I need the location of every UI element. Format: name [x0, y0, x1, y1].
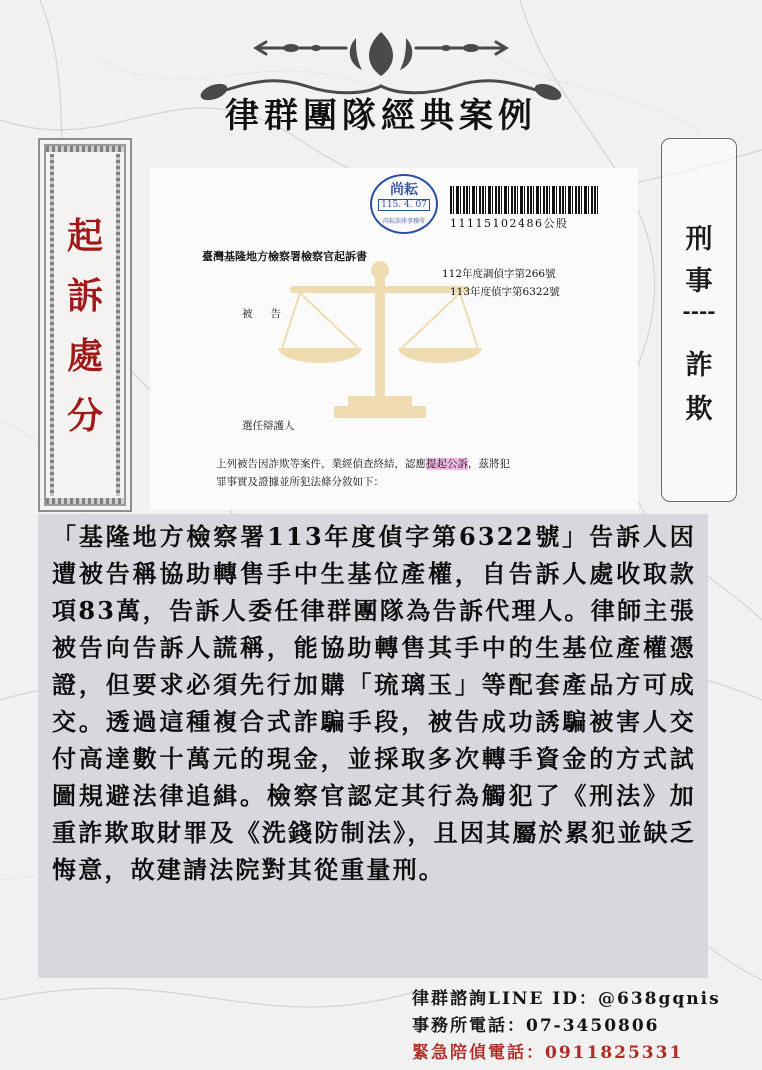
- left-vertical-panel: [38, 138, 132, 512]
- justice-scale-icon: [270, 256, 490, 426]
- left-panel-cap: [46, 146, 124, 152]
- document-body-line: 罪事實及證據並所犯法條分敘如下：: [216, 476, 384, 488]
- page-title: 律群團隊經典案例: [225, 96, 537, 136]
- right-panel-char: 事: [685, 266, 713, 297]
- stamp-text: 尚耘: [390, 182, 418, 198]
- right-panel-char: 刑: [685, 224, 713, 255]
- case-number: 113年度偵字第6322號: [450, 286, 560, 298]
- emergency-phone: 緊急陪偵電話：0911825331: [412, 1043, 684, 1063]
- left-panel-char: 分: [66, 395, 103, 437]
- stamp-date: 115. 4. 07: [378, 199, 430, 211]
- barcode-number: 11115102486公股: [450, 217, 569, 230]
- right-panel-char: 欺: [685, 394, 713, 425]
- case-summary-box: [38, 514, 708, 978]
- body-text: 上列被告因詐欺等案件，業經偵查終結，認應: [216, 458, 426, 470]
- right-panel-dashes: ----: [682, 299, 716, 323]
- left-panel-char: 訴: [66, 275, 103, 317]
- defendant-label: 被告: [242, 308, 299, 320]
- right-vertical-panel: [661, 138, 737, 502]
- lawyer-label: 選任辯護人: [242, 420, 295, 432]
- office-stamp: [370, 174, 438, 234]
- indictment-document-image: [150, 168, 638, 510]
- line-id-contact: 律群諮詢LINE ID：@638gqnis: [412, 989, 721, 1009]
- left-panel-char: 起: [66, 215, 103, 257]
- case-number: 112年度調偵字第266號: [442, 268, 556, 280]
- barcode-icon: [450, 186, 600, 214]
- right-panel-char: 詐: [685, 350, 713, 381]
- document-heading: 臺灣基隆地方檢察署檢察官起訴書: [202, 250, 367, 263]
- stamp-office: 尚耘法律事務所: [382, 218, 425, 225]
- highlighted-text: 提起公訴: [426, 458, 468, 470]
- left-panel-cap: [46, 498, 124, 504]
- left-panel-char: 處: [66, 335, 103, 377]
- body-text: ，茲將犯: [468, 458, 510, 470]
- document-body-line: [216, 456, 510, 471]
- case-summary-text: 「基隆地方檢察署113年度偵字第6322號」告訴人因遭被告稱協助轉售手中生基位產權，自告訴人處收取款項83萬，告訴人委任律群團隊為告訴代理人。律師主張被告向告訴人謊稱，能協助轉售其手中的生基位產權憑證，但要求必須先行加購「琉璃玉」等配套產品方可成交。透過這種複合式詐騙手段，被告成功誘騙被害人交付高達數十萬元的現金，並採取多次轉手資金的方式試圖規避法律追緝。檢察官認定其行為觸犯了《刑法》加重詐欺取財罪及《洗錢防制法》，且因其屬於累犯並缺乏悔意，故建請法院對其從重量刑。: [52, 522, 696, 884]
- left-panel-rail: [116, 154, 120, 496]
- left-panel-rail: [50, 154, 54, 496]
- office-phone: 事務所電話：07-3450806: [412, 1016, 660, 1036]
